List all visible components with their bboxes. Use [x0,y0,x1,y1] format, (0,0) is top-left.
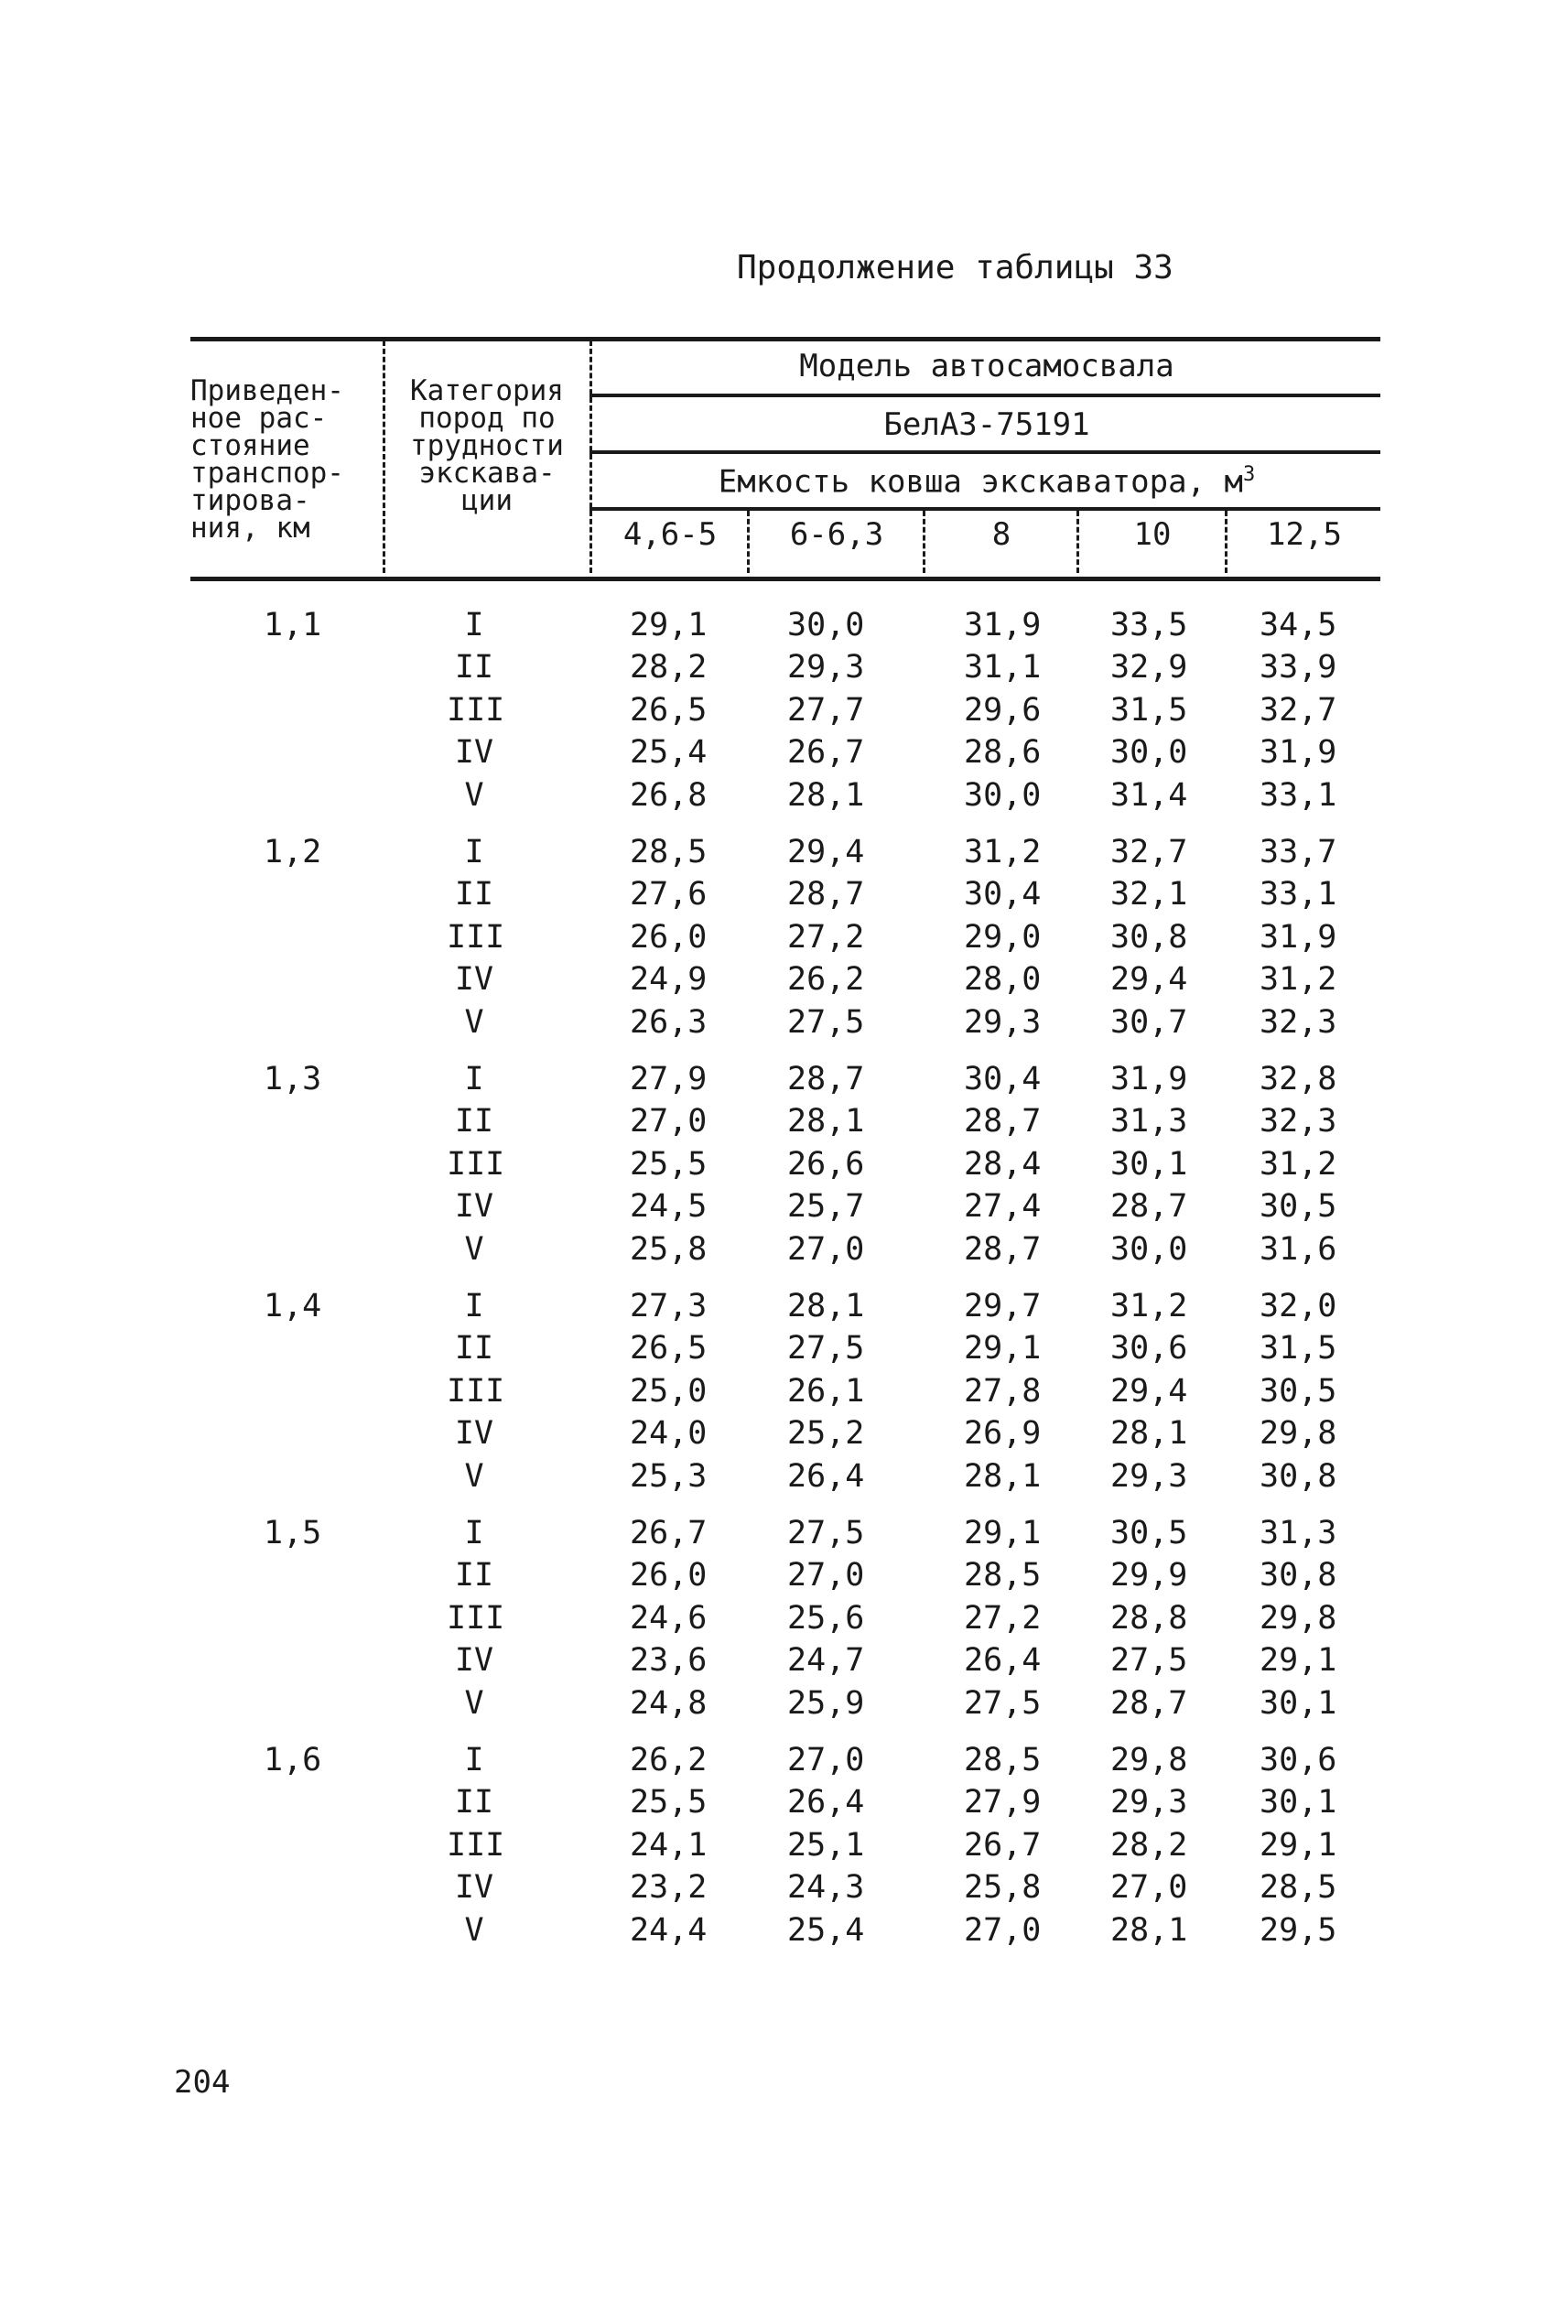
value-cell: 27,0 [787,1230,865,1268]
table-group [190,1058,1380,1285]
value-cell: 24,9 [630,961,708,999]
capacity-col-header: 8 [991,516,1011,553]
capacity-unit-sup: 3 [1242,463,1256,486]
col-separator [1076,511,1079,573]
value-cell: 28,7 [964,1103,1042,1140]
value-cell: 32,0 [1260,1288,1337,1324]
category-cell: V [464,1003,484,1041]
value-cell: 30,1 [1260,1684,1337,1722]
category-cell: II [454,1557,494,1594]
value-cell: 25,1 [787,1826,865,1864]
header-line: экскава- [418,457,556,490]
header-line: транспор- [190,457,344,490]
value-cell: 34,5 [1260,607,1337,643]
table-group [190,1739,1380,1966]
value-cell: 29,8 [1110,1742,1188,1778]
value-cell: 25,8 [964,1869,1042,1907]
category-cell: IV [454,734,494,772]
table-row [190,958,1380,1000]
value-cell: 28,5 [964,1557,1042,1594]
value-cell: 23,2 [630,1869,708,1907]
value-cell: 26,6 [787,1145,865,1183]
value-cell: 32,1 [1110,876,1188,913]
value-cell: 27,9 [630,1061,708,1097]
category-cell: I [464,1515,484,1551]
value-cell: 29,8 [1260,1415,1337,1453]
value-cell: 28,7 [1110,1684,1188,1722]
value-cell: 29,1 [964,1515,1042,1551]
value-cell: 28,1 [1110,1415,1188,1453]
value-cell: 28,1 [1110,1911,1188,1949]
value-cell: 28,1 [964,1457,1042,1495]
value-cell: 26,3 [630,1003,708,1041]
value-cell: 27,0 [787,1742,865,1778]
value-cell: 25,2 [787,1415,865,1453]
value-cell: 28,7 [1110,1188,1188,1226]
value-cell: 25,5 [630,1784,708,1821]
value-cell: 28,8 [1110,1599,1188,1637]
distance-cell: 1,1 [264,607,322,643]
value-cell: 31,4 [1110,776,1188,814]
value-cell: 33,1 [1260,876,1337,913]
value-cell: 32,9 [1110,649,1188,686]
value-cell: 26,4 [787,1784,865,1821]
value-cell: 26,1 [787,1372,865,1410]
value-cell: 25,3 [630,1457,708,1495]
value-cell: 32,8 [1260,1061,1337,1097]
value-cell: 30,8 [1260,1557,1337,1594]
value-cell: 26,8 [630,776,708,814]
header-capacity-label [593,463,1380,500]
table-row [190,873,1380,915]
value-cell: 29,1 [1260,1642,1337,1680]
value-cell: 30,0 [964,776,1042,814]
category-cell: IV [454,1869,494,1907]
value-cell: 29,6 [964,691,1042,729]
value-cell: 27,5 [787,1003,865,1041]
value-cell: 25,4 [630,734,708,772]
table-group [190,831,1380,1058]
value-cell: 31,9 [1260,918,1337,956]
value-cell: 30,8 [1110,918,1188,956]
value-cell: 28,2 [1110,1826,1188,1864]
header-line: Приведен- [190,374,344,407]
value-cell: 32,7 [1110,834,1188,870]
value-cell: 30,6 [1110,1330,1188,1367]
category-cell: III [447,918,505,956]
value-cell: 30,5 [1260,1372,1337,1410]
value-cell: 28,1 [787,1288,865,1324]
category-cell: II [454,649,494,686]
value-cell: 27,5 [787,1515,865,1551]
table-row [190,1639,1380,1681]
table-row [190,1512,1380,1554]
col-separator [923,511,925,573]
category-cell: IV [454,1188,494,1226]
category-cell: II [454,1784,494,1821]
table-row [190,1739,1380,1781]
value-cell: 29,1 [630,607,708,643]
value-cell: 27,6 [630,876,708,913]
value-cell: 27,0 [787,1557,865,1594]
value-cell: 27,4 [964,1188,1042,1226]
value-cell: 26,2 [787,961,865,999]
header-model-name: БелАЗ-75191 [883,406,1090,443]
value-cell: 31,3 [1110,1103,1188,1140]
category-cell: II [454,1103,494,1140]
category-cell: III [447,1599,505,1637]
table-row [190,1455,1380,1497]
value-cell: 28,2 [630,649,708,686]
capacity-col-header: 12,5 [1267,516,1342,553]
value-cell: 27,5 [787,1330,865,1367]
value-cell: 30,7 [1110,1003,1188,1041]
category-cell: I [464,1061,484,1097]
value-cell: 31,2 [1110,1288,1188,1324]
value-cell: 28,5 [630,834,708,870]
table-row [190,1824,1380,1866]
header-model-label: Модель автосамосвала [799,348,1174,384]
header-line: трудности [410,429,564,462]
value-cell: 32,3 [1260,1103,1337,1140]
table-row [190,1866,1380,1908]
category-cell: III [447,1372,505,1410]
col-separator [1225,511,1227,573]
header-category [387,374,587,517]
value-cell: 26,7 [964,1826,1042,1864]
value-cell: 25,4 [787,1911,865,1949]
col-separator [747,511,750,573]
value-cell: 33,7 [1260,834,1337,870]
category-cell: V [464,1684,484,1722]
value-cell: 25,6 [787,1599,865,1637]
category-cell: III [447,1826,505,1864]
value-cell: 32,7 [1260,691,1337,729]
category-cell: I [464,1288,484,1324]
category-cell: V [464,776,484,814]
model-rule [589,394,1380,397]
value-cell: 28,0 [964,961,1042,999]
table-row [190,1682,1380,1724]
value-cell: 33,5 [1110,607,1188,643]
table-row [190,1285,1380,1327]
value-cell: 29,9 [1110,1557,1188,1594]
value-cell: 30,0 [1110,1230,1188,1268]
value-cell: 27,2 [787,918,865,956]
table-row [190,831,1380,873]
category-cell: II [454,876,494,913]
value-cell: 29,4 [787,834,865,870]
value-cell: 24,7 [787,1642,865,1680]
col-separator [589,340,592,573]
value-cell: 30,4 [964,1061,1042,1097]
value-cell: 31,2 [1260,961,1337,999]
capacity-rule [589,507,1380,511]
table-row [190,689,1380,731]
category-cell: V [464,1457,484,1495]
value-cell: 30,0 [1110,734,1188,772]
value-cell: 30,6 [1260,1742,1337,1778]
value-cell: 26,4 [787,1457,865,1495]
value-cell: 24,3 [787,1869,865,1907]
category-cell: I [464,607,484,643]
table-row [190,731,1380,773]
value-cell: 28,7 [787,876,865,913]
value-cell: 28,7 [787,1061,865,1097]
value-cell: 24,5 [630,1188,708,1226]
value-cell: 26,9 [964,1415,1042,1453]
value-cell: 29,1 [964,1330,1042,1367]
value-cell: 26,2 [630,1742,708,1778]
header-line: стояние [190,429,310,462]
value-cell: 30,5 [1110,1515,1188,1551]
category-cell: IV [454,1642,494,1680]
value-cell: 31,2 [964,834,1042,870]
value-cell: 27,5 [964,1684,1042,1722]
table-row [190,916,1380,958]
value-cell: 25,9 [787,1684,865,1722]
page-number: 204 [174,2064,231,2101]
table-row [190,1143,1380,1185]
table-row [190,1412,1380,1454]
model-name-rule [589,450,1380,454]
value-cell: 25,7 [787,1188,865,1226]
value-cell: 27,5 [1110,1642,1188,1680]
value-cell: 30,8 [1260,1457,1337,1495]
value-cell: 30,5 [1260,1188,1337,1226]
value-cell: 24,4 [630,1911,708,1949]
value-cell: 26,5 [630,691,708,729]
value-cell: 23,6 [630,1642,708,1680]
header-bottom-rule [190,577,1380,581]
value-cell: 26,0 [630,918,708,956]
table-row [190,1327,1380,1369]
value-cell: 29,3 [964,1003,1042,1041]
value-cell: 29,4 [1110,961,1188,999]
value-cell: 27,7 [787,691,865,729]
value-cell: 27,0 [964,1911,1042,1949]
value-cell: 29,5 [1260,1911,1337,1949]
value-cell: 30,1 [1110,1145,1188,1183]
table-row [190,1909,1380,1951]
table-row [190,1781,1380,1823]
header-line: тирова- [190,484,310,517]
table-row [190,1185,1380,1227]
value-cell: 33,1 [1260,776,1337,814]
table-caption: Продолжение таблицы 33 [737,249,1173,286]
value-cell: 27,0 [1110,1869,1188,1907]
value-cell: 30,4 [964,876,1042,913]
category-cell: V [464,1230,484,1268]
category-cell: IV [454,961,494,999]
header-line: пород по [418,402,556,435]
table-row [190,1058,1380,1100]
value-cell: 32,3 [1260,1003,1337,1041]
table-row [190,1597,1380,1639]
value-cell: 30,0 [787,607,865,643]
value-cell: 31,2 [1260,1145,1337,1183]
category-cell: I [464,834,484,870]
table-body [190,604,1380,1966]
value-cell: 25,5 [630,1145,708,1183]
table-row [190,1554,1380,1596]
value-cell: 31,3 [1260,1515,1337,1551]
table-group [190,1285,1380,1512]
table-row [190,1001,1380,1043]
value-cell: 29,3 [1110,1784,1188,1821]
value-cell: 31,9 [1110,1061,1188,1097]
header-line: Категория [410,374,564,407]
header-line: ции [461,484,513,517]
distance-cell: 1,5 [264,1515,322,1551]
value-cell: 24,8 [630,1684,708,1722]
category-cell: III [447,691,505,729]
value-cell: 28,1 [787,1103,865,1140]
value-cell: 26,7 [787,734,865,772]
category-cell: V [464,1911,484,1949]
value-cell: 29,7 [964,1288,1042,1324]
distance-cell: 1,6 [264,1742,322,1778]
table-row [190,1228,1380,1270]
value-cell: 27,2 [964,1599,1042,1637]
value-cell: 31,5 [1110,691,1188,729]
value-cell: 28,1 [787,776,865,814]
table-row [190,646,1380,688]
capacity-col-header: 10 [1133,516,1172,553]
value-cell: 28,4 [964,1145,1042,1183]
value-cell: 31,6 [1260,1230,1337,1268]
category-cell: III [447,1145,505,1183]
value-cell: 26,0 [630,1557,708,1594]
distance-cell: 1,3 [264,1061,322,1097]
value-cell: 31,9 [1260,734,1337,772]
value-cell: 31,9 [964,607,1042,643]
table-row [190,774,1380,816]
value-cell: 25,8 [630,1230,708,1268]
table-row [190,1370,1380,1412]
value-cell: 27,9 [964,1784,1042,1821]
value-cell: 27,0 [630,1103,708,1140]
value-cell: 29,4 [1110,1372,1188,1410]
value-cell: 26,4 [964,1642,1042,1680]
value-cell: 27,3 [630,1288,708,1324]
col-separator [383,340,385,573]
header-distance [190,374,378,545]
value-cell: 29,8 [1260,1599,1337,1637]
category-cell: IV [454,1415,494,1453]
value-cell: 33,9 [1260,649,1337,686]
capacity-col-header: 6-6,3 [789,516,884,553]
value-cell: 28,5 [964,1742,1042,1778]
distance-cell: 1,2 [264,834,322,870]
value-cell: 27,8 [964,1372,1042,1410]
capacity-col-header: 4,6-5 [622,516,718,553]
header-line: ное рас- [190,402,328,435]
value-cell: 24,0 [630,1415,708,1453]
value-cell: 29,0 [964,918,1042,956]
value-cell: 28,7 [964,1230,1042,1268]
value-cell: 28,5 [1260,1869,1337,1907]
capacity-label-text: Емкость ковша экскаватора, м [718,463,1243,501]
value-cell: 26,7 [630,1515,708,1551]
table-group [190,1512,1380,1739]
value-cell: 24,1 [630,1826,708,1864]
table-group [190,604,1380,831]
value-cell: 24,6 [630,1599,708,1637]
value-cell: 29,3 [787,649,865,686]
value-cell: 25,0 [630,1372,708,1410]
value-cell: 31,5 [1260,1330,1337,1367]
value-cell: 28,6 [964,734,1042,772]
category-cell: I [464,1742,484,1778]
table-row [190,1100,1380,1142]
value-cell: 29,3 [1110,1457,1188,1495]
category-cell: II [454,1330,494,1367]
header-line: ния, км [190,512,310,545]
value-cell: 30,1 [1260,1784,1337,1821]
value-cell: 26,5 [630,1330,708,1367]
value-cell: 31,1 [964,649,1042,686]
distance-cell: 1,4 [264,1288,322,1324]
table-top-rule [190,337,1380,341]
table-row [190,604,1380,646]
value-cell: 29,1 [1260,1826,1337,1864]
